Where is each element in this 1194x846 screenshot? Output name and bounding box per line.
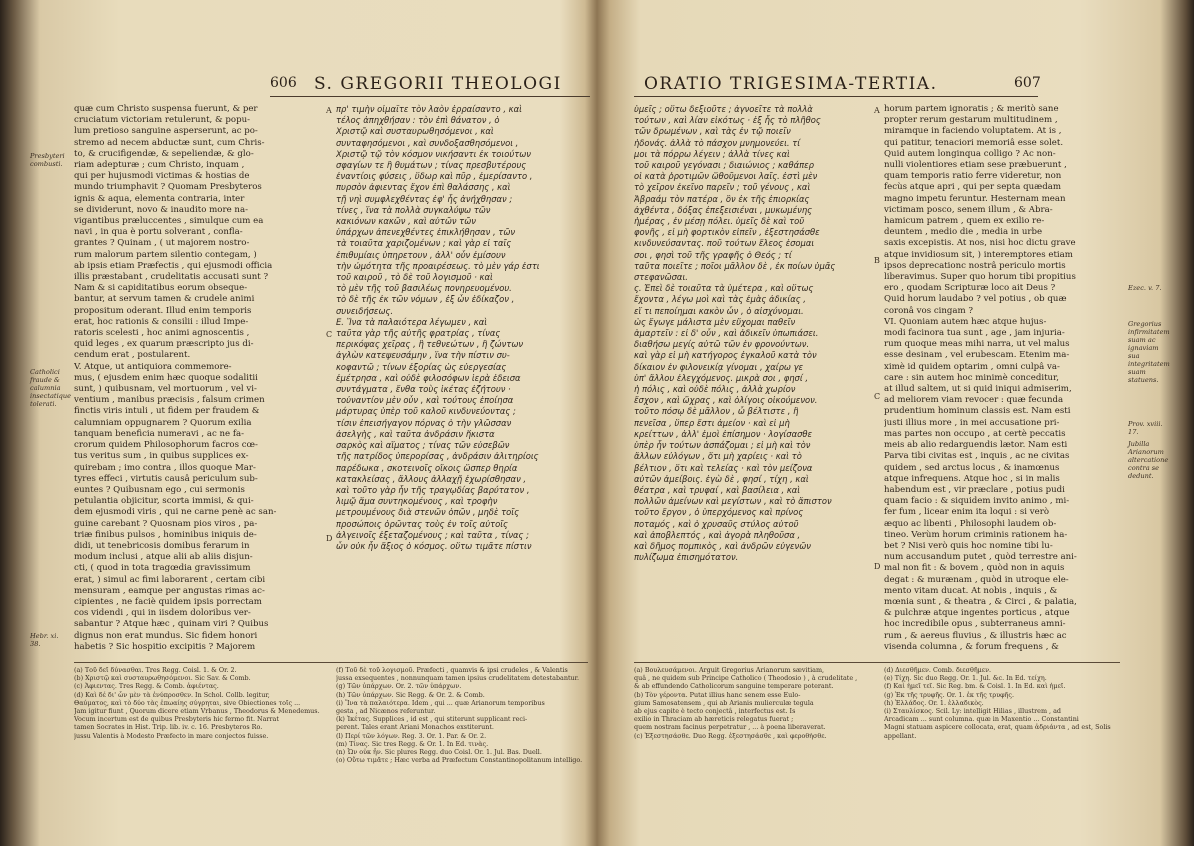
- text-line: τοὐναντίον μὲν οὖν , καὶ τούτους ἐποίησα: [336, 395, 514, 406]
- footnote-rule-left: [74, 662, 588, 663]
- text-line: quam temporis ratio ferre videretur, non: [884, 171, 1062, 182]
- text-line: φονῆς , εἰ μὴ φορτικὸν εἰπεῖν , ἐξεστησάσθε: [634, 227, 820, 238]
- text-line: finctis viris intuli , ut fidem per fraudem &: [74, 406, 260, 417]
- text-line: Quid horum laudabo ? vel potius , ob quæ: [884, 294, 1067, 305]
- footnote-line: (b) Τὸν γέροντα. Putat illius hanc senem esse Eulo-: [634, 690, 801, 699]
- text-line: dem ejusmodi viris , qui ne carne penè ac san-: [74, 507, 277, 518]
- footnote-line: ab ejus capite è tecto conjectâ , interfectus est. Is: [634, 707, 796, 716]
- text-line: ero , quodam Scripturæ loco ait Deus ?: [884, 283, 1056, 294]
- footnote-line: quâ , ne quidem sub Principe Catholico ( Theodosio ) , à crudelitate ,: [634, 674, 858, 683]
- footnote-line: gium Samosatensem , qui ab Arianis mulierculæ tegula: [634, 698, 814, 707]
- footnote-line: Magni statuam aspicere collocata, erat, quam ἀδριάντα , ad est, Solis: [884, 723, 1111, 732]
- text-line: mundo triumphavit ? Quomam Presbyteros: [74, 182, 262, 193]
- text-line: to, & crucifigendæ, & sepeliendæ, & glo-: [74, 148, 254, 159]
- footnote-line: (d) Διεσθῆμεν. Comb. διεσθῆμεν.: [884, 666, 992, 674]
- text-line: fer fum , licear enim ita loqui : si verò: [884, 507, 1050, 518]
- margin-note-gregorius: Gregorius infirmitatem suam ac ignaviam sua integritatem suam statuens.: [1128, 320, 1170, 384]
- margin-note-presbyteri: Presbyteri combusti.: [30, 152, 65, 168]
- text-line: ἐπιθυμίαις ὑπηρετουν , ἀλλ' οὖν ἐμίσουν: [336, 249, 506, 260]
- text-line: λιμῷ ἅμα συντηκομένους , καὶ τροφὴν: [336, 496, 498, 507]
- running-head-left: S. GREGORII THEOLOGI: [314, 74, 562, 94]
- text-line: ἡ πόλις , καὶ οὐδὲ πόλις , ἀλλὰ χωρίον: [634, 384, 796, 395]
- text-line: horum partem ignoratis ; & meritò sane: [884, 104, 1059, 114]
- text-line: tyres effeci , virtutis causâ periculum sub-: [74, 473, 258, 484]
- text-line: συντάγματα , ἔνθα τοὺς ἱκέτας ἐζήτουν ·: [336, 384, 511, 395]
- text-line: cos videndi , qui in iisdem doloribus ver-: [74, 608, 251, 619]
- text-line: καὶ δῆμος πομπικὸς , καὶ ἀνδρῶν εὐγενῶν: [634, 540, 811, 551]
- text-line: βέλτιον , ὅτι καὶ τελείας · καὶ τὸν μείζονα: [634, 462, 813, 473]
- text-line: στεφανῶσαι.: [634, 272, 688, 283]
- text-line: tineo. Verùm horum criminis rationem ha-: [884, 529, 1068, 540]
- text-line: stremo ad necem abductæ sunt, cum Chris-: [74, 137, 265, 148]
- margin-note-jubilla: Jubilla Arianorum altercatione contra se dedunt.: [1128, 440, 1169, 480]
- footnote-line: jussu Valentis à Modesto Præfecto in mare conjectos fuisse.: [74, 731, 269, 740]
- text-line: ignis & aqua, elementa contraria, inter: [74, 193, 245, 204]
- text-line: τὸ χεῖρον ἐκεῖνο παρεῖν ; τοῦ γένους , καὶ: [634, 182, 811, 193]
- text-line: κακιόνων κακῶν , καὶ αὐτῶν τῶν: [336, 216, 476, 227]
- text-line: prudentium hominum classis est. Nam esti: [884, 406, 1071, 417]
- footnote-line: (n) Ὧν οὐκ ἦν. Sic plures Regg. duo Coisl. Or. 1. Jul. Bas. Duell.: [336, 748, 542, 757]
- text-line: ἔχοντα , λέγω μοὶ καὶ τὰς ἐμὰς ἀδικίας ,: [634, 294, 806, 305]
- text-line: victimam posco, senem illum , & Abra-: [884, 204, 1053, 215]
- left-page: [30, 0, 590, 846]
- footnote-line: & ab effundendo Catholicorum sanguine temperare poterant.: [634, 682, 834, 691]
- page-number-left: 606: [270, 75, 297, 91]
- text-line: sunt, ) quibusnam, vel mortuorum , vel vi-: [74, 384, 257, 395]
- text-line: atque infrequens. Atque hoc , si in malis: [884, 473, 1060, 484]
- text-line: triæ finibus pulsos , hominibus iniquis de-: [74, 529, 257, 540]
- text-line: propter rerum gestarum multitudinem ,: [884, 115, 1058, 126]
- text-line: μετρουμένους διὰ στενῶν ὀπῶν , μηδὲ τοῖς: [336, 507, 520, 518]
- text-line: ὑπάρχων ἀπενεχθέντες ἐπικλήθησαν , τῶν: [336, 227, 516, 238]
- text-line: habetis ? Sic hospitio excipitis ? Majorem: [74, 641, 256, 652]
- text-line: atque invidiosum sit, ) interemptores etiam: [884, 249, 1073, 260]
- footnote-line: (k) Ἱκέτας. Supplices , id est , qui stiterunt supplicant reci-: [336, 715, 528, 724]
- text-line: mœnia sunt , & theatra , & Circi , & palatia,: [884, 596, 1077, 607]
- text-line: πυρσὸν ἀφιεντας ἔχον ἐπὶ θαλάσσης , καὶ: [336, 182, 511, 193]
- text-line: ἁμαρτεῖν : εἰ δ' οὖν , καὶ ἀδικεῖν ὑπωπιάσει.: [634, 328, 819, 339]
- text-line: Parva tibi civitas est , inquis , ac ne civitas: [884, 451, 1070, 462]
- footnote-line: (c) Ἀφιεντας. Tres Regg. & Comb. ἀφιέντας.: [74, 682, 219, 691]
- text-line: quid leges , ex quarum præscripto jus di-: [74, 339, 254, 350]
- text-line: lum pretioso sanguine asperserunt, ac po-: [74, 126, 258, 137]
- footnote-line: (d) Καὶ δέ δι' ὧν μὲν τὰ ἐνύπροσθεν. In Schol. Collb. legitur,: [74, 690, 270, 699]
- text-line: meis ab alio redarguendis lætor. Nam esti: [884, 440, 1068, 451]
- footnote-line: gesta , ad Nicænos referuntur.: [336, 707, 436, 716]
- greek-column-right: [634, 104, 870, 652]
- text-line: σφαγίων τε ἢ θυμάτων ; τίνας πρεσβυτέρους: [336, 160, 527, 171]
- text-line: mus, ( ejusdem enim hæc quoque sodalitii: [74, 372, 258, 383]
- text-line: grantes ? Quinam , ( ut majorem nostro-: [74, 238, 250, 249]
- footnotes-right-b: [884, 666, 1120, 784]
- footnote-line: (c) Ἐξεστησάσθε. Duo Regg. ἐξεστησάσθε , καὶ φεροθήσθε.: [634, 731, 827, 740]
- footnote-line: perent. Tales erant Ariani Monachos exstiterunt.: [336, 723, 494, 732]
- text-line: cruciatum victoriam retulerunt, & popu-: [74, 115, 251, 126]
- footnote-line: (m) Τίνας. Sic tres Regg. & Or. 1. In Ed. τινὰς.: [336, 739, 489, 748]
- text-line: mal non fit : & bovem , quòd non in aquis: [884, 563, 1065, 574]
- text-line: τὴν ὠμότητα τῆς προαιρέσεως. τὸ μὲν γάρ ἐστι: [336, 260, 540, 271]
- text-line: οἱ κατὰ ῥροτιμῶν ὥθοῦμενοι λαῖς. ἐστὶ μὲν: [634, 171, 818, 182]
- text-line: V. Atque, ut antiquiora commemore-: [74, 361, 232, 372]
- text-line: κοφαντῶ ; τίνων ἐξορίας ὡς εὐεργεσίας: [336, 361, 507, 372]
- text-line: τέλος ἀπηχθήσαν : τὸν ἐπὶ θάνατον , ὁ: [336, 115, 500, 126]
- text-line: τὸ μὲν τῆς τοῦ βασιλέως πονηρευομένου.: [336, 283, 512, 294]
- text-line: mento vitam ducat. At nobis , inquis , &: [884, 585, 1058, 596]
- section-letter-d-right: D: [874, 562, 881, 571]
- text-line: habendum est , vir præclare , potius pudi: [884, 484, 1065, 495]
- text-line: ximè id quidem optarim , omni culpâ va-: [884, 361, 1060, 372]
- text-line: Ἀβραάμ τὸν πατέρα , ὃν ἐκ τῆς ἐπιορκίας: [634, 193, 810, 204]
- text-line: καὶ ἀποβλεπτός , καὶ ἀγορὰ πληθοῦσα ,: [634, 529, 801, 540]
- text-line: & pulchræ atque ingentes porticus , atque: [884, 608, 1070, 619]
- text-line: ἐμέτρησα , καὶ οὐδὲ φιλοσόφων ἱερὰ ἐδεισα: [336, 372, 521, 383]
- text-line: τὸ δὲ τῆς ἐκ τῶν νόμων , ἐξ ὧν ἐδίκαζον ,: [336, 294, 515, 305]
- text-line: ipsos deprecationc nostrâ periculo mortis: [884, 260, 1066, 271]
- text-line: τῶν δρωμένων , καὶ τὰς ἐν τῷ ποιεῖν: [634, 126, 791, 137]
- text-line: coronâ vos cingam ?: [884, 305, 974, 316]
- text-line: ὧν οὐκ ἦν ἄξιος ὁ κόσμος. οὕτω τιμᾶτε πίστιν: [336, 540, 532, 551]
- footnote-line: (g) Ἐκ τῆς τρυφῆς. Or. 1. ἐκ τῆς τρυφῆς.: [884, 690, 1014, 699]
- text-line: ἔσχον , καὶ ὤχρας , καὶ ὀλίγοις οἰκούμενον.: [634, 395, 818, 406]
- footnote-line: (o) Οὕτω τιμᾶτε ; Hæc verba ad Præfectum Constantinopolitanum intelligo.: [336, 756, 583, 765]
- text-line: ἀγλὼν κατεψευσάμην , ἵνα τὴν πίστιν συ-: [336, 350, 510, 361]
- text-line: illis præstabant , crudelitatis accusati sunt ?: [74, 272, 269, 283]
- text-line: modum inclusi , atque alii ab aliis disjun-: [74, 552, 253, 563]
- text-line: bet ? Nisi verò quis hoc nomine tibi lu-: [884, 540, 1053, 551]
- margin-note-prov: Prov. xviii. 17.: [1128, 420, 1163, 436]
- text-line: συνειδήσεως.: [336, 305, 394, 316]
- footnotes-left-a: [74, 666, 324, 784]
- text-line: τίνες , ἵνα τὰ πολλὰ συγκαλύψω τῶν: [336, 204, 491, 215]
- text-line: ventium , manibus præcisis , falsum crimen: [74, 395, 265, 406]
- text-line: VI. Quoniam autem hæc atque hujus-: [884, 316, 1047, 327]
- section-letter-c-right: C: [874, 392, 881, 401]
- footnote-line: (a) Τοῦ δεῖ δύνασθαι. Tres Regg. Coisl. 1. & Or. 2.: [74, 666, 237, 674]
- text-line: καὶ τοῦτο γὰρ ἦν τῆς τραγῳδίας βαρύτατον ,: [336, 484, 530, 495]
- text-line: πολλῶν ἀμείνων καὶ μεγίστων , καὶ τὸ ἄπιστον: [634, 496, 832, 507]
- text-line: πρ' τιμὴν οἰμαϊτε τὸν λαὸν ἐρραίσαντο , καὶ: [336, 104, 522, 114]
- text-line: ὑπὲρ ἦν τούτων ἀσπάζομαι ; εἰ μὴ καὶ τὸν: [634, 440, 811, 451]
- text-line: Χριστῷ τῷ τὸν κόσμον νικήσαντι ἐκ τοιούτων: [336, 148, 531, 159]
- text-line: dignus non erat mundus. Sic fidem honori: [74, 630, 258, 641]
- text-line: crorum quidem Philosophorum facros cœ-: [74, 440, 258, 451]
- text-line: rum malorum partem silentio contegam, ): [74, 249, 257, 260]
- footnote-line: (h) Τῶν ὑπάρχων. Sic Regg. & Or. 2. & Comb.: [336, 690, 485, 699]
- text-line: visenda columna , & forum frequens , &: [884, 641, 1059, 652]
- text-line: κρείττων , ἀλλ' ἐμοὶ ἐπίσημον · λογίσασθε: [634, 428, 813, 439]
- text-line: τῆς πατρίδος ὑπερορίσας , ἀνδράσιν ἀλιτηρίοις: [336, 451, 539, 462]
- text-line: saxis excepistis. At nos, nisi hoc dictu grave: [884, 238, 1076, 249]
- text-line: cendum erat , postularent.: [74, 350, 191, 361]
- text-line: rum , & aereus fluvius , & illustris hæc ac: [884, 630, 1067, 641]
- text-line: παρέδωκα , σκοτεινοῖς οἴκοις ὥσπερ θηρία: [336, 462, 518, 473]
- text-line: rum quoque meas mihi narra, ut vel malus: [884, 339, 1070, 350]
- text-line: Χριστῷ καὶ συσταυρωθησόμενοι , καὶ: [336, 126, 494, 137]
- section-letter-b-right: B: [874, 256, 880, 265]
- margin-note-hebr: Hebr. xi. 38.: [30, 632, 59, 648]
- text-line: nulli violentiores etiam sese præbuerunt ,: [884, 160, 1067, 171]
- text-line: sabantur ? Atque hæc , quinam viri ? Quibus: [74, 619, 269, 630]
- text-line: quam facio : & siquidem invito animo , mi-: [884, 496, 1070, 507]
- footnote-line: (b) Χριστῷ καὶ συσταυρωθησόμενοι. Sic Sav. & Comb.: [74, 674, 251, 683]
- text-line: συνταφησόμενοι , καὶ συνδοξασθησόμενοι ,: [336, 137, 519, 148]
- text-line: vigantibus præluccentes , simulque cum ea: [74, 216, 264, 227]
- text-line: esse desinam , vel erubescam. Etenim ma-: [884, 350, 1070, 361]
- footnote-rule-right: [634, 662, 1120, 663]
- section-letter-d: D: [326, 534, 333, 543]
- text-line: ποταμός , καὶ ὁ χρυσαῦς στύλος αὐτοῦ: [634, 518, 799, 529]
- text-line: τοῦ καιροῦ γεγόνασι ; διαιώνιος ; καθάπερ: [634, 160, 814, 171]
- text-line: ἐναντίοις φύσεις , ὕδωρ καὶ πῦρ , ἐμερίσαντο ,: [336, 171, 533, 182]
- text-line: ad meliorem viam revocer : quæ fecunda: [884, 395, 1064, 406]
- text-line: quirebam ; imo contra , illos quoque Mar-: [74, 462, 256, 473]
- footnotes-right-a: [634, 666, 870, 784]
- text-line: justi illius more , in mei accusatione pri-: [884, 417, 1060, 428]
- text-line: τοῦτο πόσῳ δὲ μᾶλλον , ὦ βέλτιστε , ἢ: [634, 406, 799, 417]
- text-line: αὐτῶν ἀμείβοις. ἐγὼ δὲ , φησί , τίχη , καὶ: [634, 473, 809, 484]
- footnote-line: tamen Socrates in Hist. Trip. lib. iv. c. 16. Presbyteros Ro.: [74, 723, 263, 732]
- text-line: bantur, at servum tamen & crudele animi: [74, 294, 255, 305]
- text-line: μάρτυρας ὑπὲρ τοῦ καλοῦ κινδυνεύοντας ;: [336, 406, 516, 417]
- text-line: qui per hujusmodi victimas & hostias de: [74, 171, 250, 182]
- text-line: προσώποις ὁρῶντας τοὺς ἐν τοῖς αὐτοῖς: [336, 518, 508, 529]
- latin-column-right: [884, 104, 1120, 652]
- text-line: ὑμεῖς ; οὕτω δεξιοῦτε ; ἀγνοεῖτε τὰ πολλὰ: [634, 104, 813, 114]
- text-line: σοι , φησὶ τοῦ τῆς γραφῆς ὁ Θεός ; τί: [634, 249, 792, 260]
- page-number-right: 607: [1014, 75, 1041, 91]
- text-line: καὶ γὰρ εἰ μὴ κατήγορος ἐγκαλοῦ κατὰ τὸν: [634, 350, 817, 361]
- text-line: τὰ τοιαῦτα χαριζομένων ; καὶ γὰρ εἰ ταῖς: [336, 238, 512, 249]
- footnote-line: (g) Τῶν ὑπάρχων. Or. 2. τῶν ὑπάρχων.: [336, 682, 462, 691]
- footnote-line: appellant.: [884, 731, 917, 740]
- text-line: μοι τὰ πόρρω λέγειν ; ἀλλὰ τίνες καὶ: [634, 148, 790, 159]
- text-line: petulantia objicitur, scorta immisi, & qui-: [74, 496, 254, 507]
- right-page: [604, 0, 1170, 846]
- text-line: ἀχθέντα , δόξας ἐπεξεισιέναι , μυκωμένης: [634, 204, 813, 215]
- footnote-line: (f) Καὶ ἡμεῖ τεῖ. Sic Reg. bm. & Coisl. 1. In Ed. καὶ ἡμεῖ.: [884, 682, 1066, 691]
- text-line: hoc incredibile opus , subterraneus amni-: [884, 619, 1066, 630]
- text-line: calumniam oppugnarem ? Quorum exilia: [74, 417, 252, 428]
- text-line: deuntem , medio die , media in urbe: [884, 227, 1043, 238]
- footnote-line: Arcadicam ... sunt columna. quæ in Maxentio ... Constantini: [884, 715, 1079, 724]
- text-line: πενεῖσα , ὕπερ ἔστι ἀμείον · καὶ εἰ μὴ: [634, 417, 790, 428]
- footnote-line: jussa exsequentes , nonnunquam tamen ipsius crudelitatem detestabantur.: [336, 674, 580, 683]
- text-line: tanquam beneficia numeravi , ac ne fa-: [74, 428, 245, 439]
- text-line: τούτων , καὶ λίαν εἰκότως · ἐξ ἧς τὸ πλῆθος: [634, 115, 821, 126]
- text-line: εἴ τι πεποίημαι κακὸν ὧν , ὁ αἰσχύνομαι.: [634, 305, 804, 316]
- text-line: διαθήσω μεγίς αὐτῶ τῶν ἐν φρονούντων.: [634, 339, 810, 350]
- text-line: Quid autem longinqua colligo ? Ac non-: [884, 148, 1056, 159]
- footnote-line: (f) Τοῦ δὲ τοῦ λογισμοῦ. Præfecti , quamvis & ipsi crudeles , & Valentis: [336, 666, 568, 674]
- text-line: at illud saltem, ut si quid iniqui admiserim,: [884, 384, 1072, 395]
- text-line: degat : & murænam , quòd in utroque ele-: [884, 574, 1069, 585]
- footnote-line: (h) Ἑλλάδος. Or. 1. ἑλλαδικὸς.: [884, 698, 984, 707]
- footnote-line: Θαύματος, καὶ τὸ δύο τὰς ἐπωαίης σύγρηται, sive Obiectiones τοῖς ...: [74, 698, 301, 707]
- text-line: ἀσελγὴς , καὶ ταῦτα ἀνδράσιν ἥκιστα: [336, 428, 495, 439]
- text-line: qui patitur, tenaciori memoriâ esse solet.: [884, 137, 1064, 148]
- footnote-line: quem nostram facinus perpetratur , ... à poena liberaverat.: [634, 723, 826, 732]
- text-line: euntes ? Quibusnam ego , cui sermonis: [74, 484, 245, 495]
- text-line: ἄλλων εὐλόγων , ὅτι μὴ χαρίεις · καὶ τὸ: [634, 451, 802, 462]
- footnote-line: exilio in Thraciam ab hæreticis relegatus fuerat ;: [634, 715, 794, 724]
- text-line: ἀλγεινοῖς ἐξεταζομένους ; καὶ ταῦτα , τίνας ;: [336, 529, 529, 540]
- header-rule-right: [634, 96, 1038, 97]
- text-line: τοῦτο ἔργον , ὁ ὑπερχόμενος καὶ πρίνος: [634, 507, 804, 518]
- text-line: guine carebant ? Quosnam pios viros , pa-: [74, 518, 258, 529]
- text-line: κινδυνεύσαντας. ποῦ τούτων ἔλεος ἐσομαι: [634, 238, 815, 249]
- margin-note-catholici: Catholici fraude & calumnia insectatique tolerati.: [30, 368, 72, 408]
- text-line: ς. Ἐπεὶ δὲ τοιαῦτα τὰ ὑμέτερα , καὶ οὕτως: [634, 283, 814, 294]
- footnote-line: Vocum incertum est de quibus Presbyteris hic fermo fit. Narrat: [74, 715, 279, 724]
- text-line: tus veritus sum , in quibus supplices ex-: [74, 451, 249, 462]
- text-line: navi , in qua è portu solverant , confla-: [74, 227, 243, 238]
- text-line: cipientes , ne faciè quidem ipsis porrectam: [74, 596, 262, 607]
- section-letter-c: C: [326, 330, 333, 339]
- text-line: magno impetu feruntur. Hesternam mean: [884, 193, 1066, 204]
- text-line: ratoris scelesti , hoc animi agnoscentis ,: [74, 328, 250, 339]
- text-line: liberavimus. Super quo horum tibi propitius: [884, 272, 1076, 283]
- text-line: riam adepturæ ; cum Christo, inquam ,: [74, 160, 245, 171]
- text-line: ab ipsis etiam Præfectis , qui ejusmodi officia: [74, 260, 273, 271]
- footnotes-left-b: [336, 666, 588, 784]
- text-line: mas partes non occupo , at certè peccatis: [884, 428, 1066, 439]
- footnote-line: (e) Τίχη. Sic duo Regg. Or. 1. Jul. &c. In Ed. τείχη.: [884, 674, 1047, 683]
- text-line: σαρκὸς καὶ αἵματος ; τίνας τῶν εὐσεβῶν: [336, 440, 510, 451]
- text-line: miramque in faciendo voluptatem. At is ,: [884, 126, 1062, 137]
- footnote-line: (i) Ἵνα τὰ παλαιότερα. Idem , qui ... quæ Arianorum temporibus: [336, 698, 545, 707]
- text-line: πυλίζωμα ἐπισημότατον.: [634, 552, 739, 563]
- text-line: care : sin autem hoc minimè conceditur,: [884, 372, 1059, 383]
- text-line: τοῦ καιροῦ , τὸ δὲ τοῦ λογισμοῦ · καὶ: [336, 272, 493, 283]
- text-line: propositum oderant. Illud enim temporis: [74, 305, 252, 316]
- text-line: quæ cum Christo suspensa fuerunt, & per: [74, 104, 258, 114]
- text-line: κατακλείσας , ἄλλους ἀλλαχῇ ἐχωρίσθησαν ,: [336, 473, 527, 484]
- text-line: num accusandum putet , quòd terrestre ani-: [884, 552, 1077, 563]
- text-line: περικόψας χεῖρας , ἢ τεθνεώτων , ἢ ζώντων: [336, 339, 524, 350]
- text-line: ἡμέρας , ἐν μέσῃ πόλει. ὑμεῖς δὲ καὶ τοῦ: [634, 216, 805, 227]
- text-line: erat, hoc rationis & consilii : illud Impe-: [74, 316, 249, 327]
- footnote-line: (a) Βουλευσάμενοι. Arguit Gregorius Arianorum sævitiam,: [634, 666, 825, 674]
- text-line: erat, ) simul ac fimi laborarent , certam cibi: [74, 574, 266, 585]
- text-line: ταῦτα γὰρ τῆς αὐτῆς φρατρίας , τίνας: [336, 328, 501, 339]
- text-line: se dividerunt, novo & inaudito more na-: [74, 204, 248, 215]
- text-line: fecùs atque apri , qui per septa quædam: [884, 182, 1061, 193]
- text-line: Ε. Ἵνα τὰ παλαιότερα λέγωμεν , καὶ: [336, 316, 488, 327]
- text-line: quidem , sed arctus locus , & inamœnus: [884, 462, 1060, 473]
- section-letter-a-right: A: [874, 106, 880, 115]
- text-line: ἡδονάς. ἀλλὰ τὸ πάσχον μνημονεύει. τί: [634, 137, 801, 148]
- text-line: δίκαιον ἐν φιλονεικίᾳ γίνομαι , χαίρω γε: [634, 361, 804, 372]
- text-line: τῇ νηὶ συμφλεχθέντας ἐφ' ἧς ἀνήχθησαν ;: [336, 193, 513, 204]
- footnote-line: (l) Περί τῶν λόγων. Reg. 3. Or. 1. Par. & Or. 2.: [336, 731, 487, 740]
- footnote-line: Jam igitur fiunt , Quorum dicere etiam Vrbanus , Theodorus & Menedemus.: [74, 707, 320, 716]
- text-line: θέατρα , καὶ τρυφαί , καὶ βασίλεια , καὶ: [634, 484, 801, 495]
- text-line: mensuram , eamque per angustas rimas ac-: [74, 585, 265, 596]
- text-line: didi, ut tenebricosis domibus ferarum in: [74, 540, 250, 551]
- text-line: modi facinora tua sunt , age , jam injuria-: [884, 328, 1065, 339]
- text-line: ὡς ἔγωγε μάλιστα μὲν εὔχομαι παθεῖν: [634, 316, 796, 327]
- text-line: æquo ac libenti , Philosophi laudem ob-: [884, 518, 1057, 529]
- header-rule-left: [270, 96, 590, 97]
- text-line: ταῦτα ποιεῖτε ; ποῖοι μᾶλλον δὲ , ἐκ ποίων ὑμᾶς: [634, 260, 836, 271]
- text-line: ὑπ' ἄλλου ἐλεγχόμενος. μικρὰ σοι , φησί ,: [634, 372, 809, 383]
- footnote-line: (i) Σταυλίσκος. Scil. Ly: intelligit Hilias , illustrem , ad: [884, 707, 1062, 716]
- latin-column-left: [74, 104, 324, 652]
- greek-column-left: [336, 104, 588, 652]
- text-line: τίσιν ἐπεισήγαγον πόρνας ὁ τὴν γλῶσσαν: [336, 417, 512, 428]
- section-letter-a: A: [326, 106, 332, 115]
- text-line: Nam & si capiditatibus eorum obseque-: [74, 283, 248, 294]
- running-head-right: ORATIO TRIGESIMA-TERTIA.: [644, 74, 938, 94]
- text-line: cti, ( quod in tota tragœdia gravissimum: [74, 563, 251, 574]
- text-line: hamicum patrem , quem ex exilio re-: [884, 216, 1045, 227]
- margin-note-ezec: Ezec. v. 7.: [1128, 284, 1162, 292]
